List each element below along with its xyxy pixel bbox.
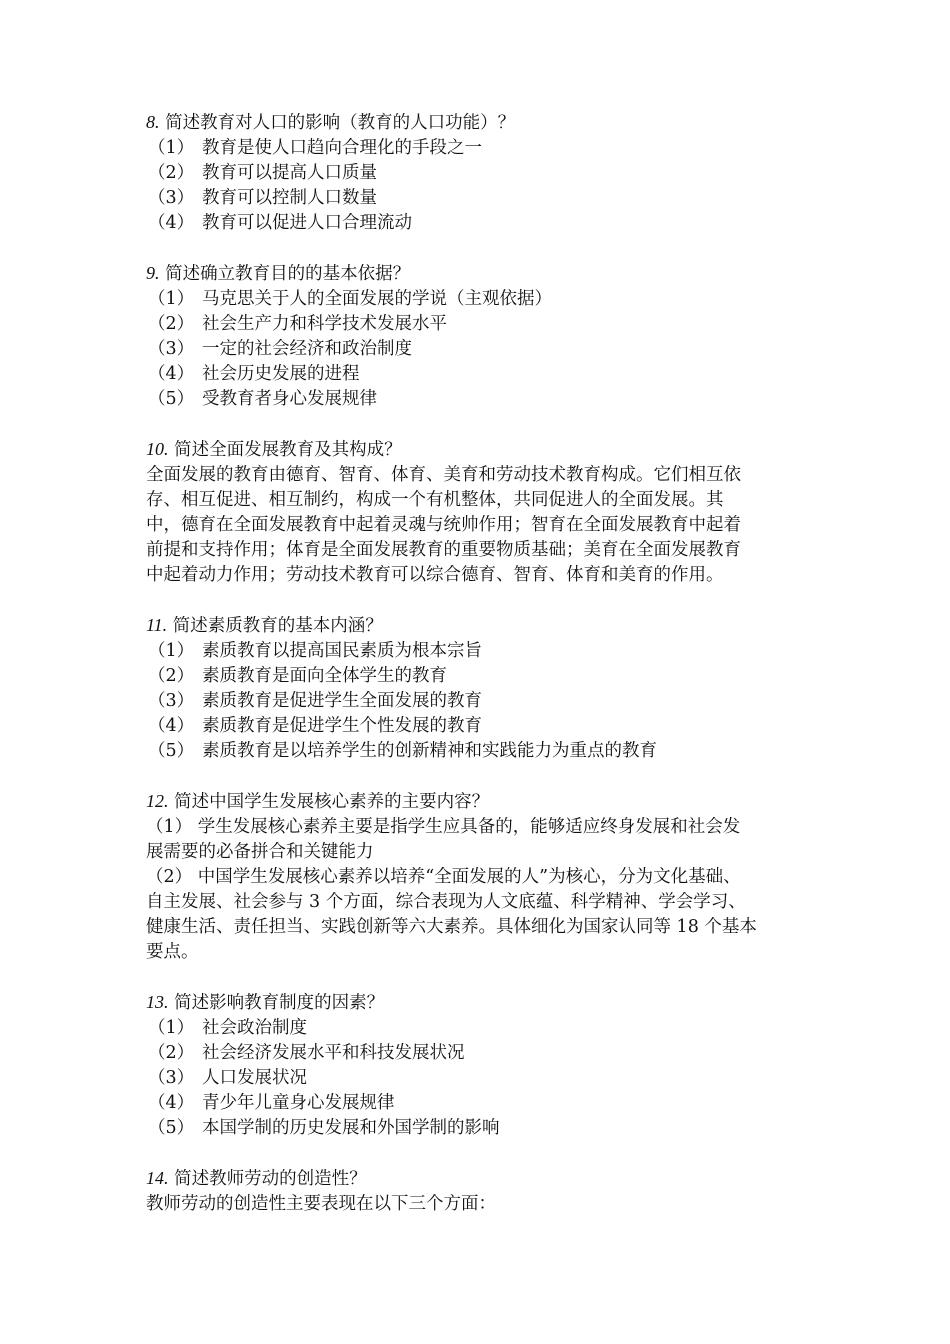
item-text: 一定的社会经济和政治制度	[202, 339, 412, 359]
item-marker: （1）	[148, 641, 195, 661]
item-text: 人口发展状况	[202, 1068, 307, 1088]
question-text: 简述素质教育的基本内涵？	[172, 616, 383, 636]
list-item	[146, 136, 814, 161]
question-13	[146, 990, 814, 1141]
item-text: 本国学制的历史发展和外国学制的影响	[202, 1118, 500, 1138]
question-number: 10.	[146, 439, 169, 459]
list-item	[146, 739, 814, 764]
item-text: 素质教育是促进学生个性发展的教育	[202, 716, 482, 736]
list-item	[146, 1016, 814, 1041]
list-item	[146, 1066, 814, 1091]
list-item	[146, 337, 814, 362]
paragraph-line: 全面发展的教育由德育、智育、体育、美育和劳动技术教育构成。它们相互依	[146, 465, 741, 485]
question-12	[146, 789, 814, 965]
question-number: 8.	[146, 112, 160, 132]
list-item	[146, 1091, 814, 1116]
question-9	[146, 261, 814, 412]
item-marker: （4）	[148, 1093, 195, 1113]
question-text: 简述教师劳动的创造性？	[174, 1169, 367, 1189]
question-text: 简述教育对人口的影响（教育的人口功能）？	[165, 113, 516, 133]
item-marker: （1）	[148, 138, 195, 158]
item-marker: （4）	[148, 716, 195, 736]
question-title	[146, 1166, 814, 1192]
item-marker: （5）	[148, 1118, 195, 1138]
paragraph-line: 存、相互促进、相互制约，构成一个有机整体，共同促进人的全面发展。其	[146, 490, 724, 510]
item-marker: （2）	[148, 314, 195, 334]
question-title	[146, 261, 814, 287]
item-text: 受教育者身心发展规律	[202, 389, 377, 409]
item-marker: （2）	[148, 163, 195, 183]
paragraph-line: 前提和支持作用；体育是全面发展教育的重要物质基础；美育在全面发展教育	[146, 540, 741, 560]
question-number: 11.	[146, 615, 168, 635]
item-text: 教育可以提高人口质量	[202, 163, 377, 183]
item-text: 素质教育是以培养学生的创新精神和实践能力为重点的教育	[202, 741, 657, 761]
item-text: 教育可以控制人口数量	[202, 188, 377, 208]
list-item	[146, 1041, 814, 1066]
question-title	[146, 437, 814, 463]
item-text: 青少年儿童身心发展规律	[202, 1093, 395, 1113]
list-item	[146, 387, 814, 412]
question-text: 简述影响教育制度的因素？	[174, 993, 385, 1013]
question-8	[146, 110, 814, 236]
item-marker: （2）	[148, 666, 195, 686]
list-item	[146, 287, 814, 312]
list-item	[146, 639, 814, 664]
item-marker: （4）	[148, 364, 195, 384]
document-page	[146, 110, 814, 1242]
item-text: 素质教育是促进学生全面发展的教育	[202, 691, 482, 711]
item-marker: （5）	[148, 389, 195, 409]
item-marker: （3）	[148, 188, 195, 208]
paragraph-line: 教师劳动的创造性主要表现在以下三个方面：	[146, 1194, 496, 1214]
list-item	[146, 211, 814, 236]
item-marker: （2）	[148, 1043, 195, 1063]
question-text: 简述确立教育目的的基本依据？	[165, 264, 411, 284]
item-marker: （3）	[148, 339, 195, 359]
list-item	[146, 312, 814, 337]
question-title	[146, 613, 814, 639]
question-title	[146, 110, 814, 136]
item-text: 教育可以促进人口合理流动	[202, 213, 412, 233]
item-marker: （1）	[148, 289, 195, 309]
list-item	[146, 714, 814, 739]
item-text: 素质教育以提高国民素质为根本宗旨	[202, 641, 482, 661]
paragraph-line: 健康生活、责任担当、实践创新等六大素养。具体细化为国家认同等 18 个基本	[146, 917, 757, 937]
question-10	[146, 437, 814, 588]
question-14	[146, 1166, 814, 1217]
item-text: 马克思关于人的全面发展的学说（主观依据）	[202, 289, 552, 309]
item-marker: （4）	[148, 213, 195, 233]
paragraph-line: （2） 中国学生发展核心素养以培养“全面发展的人”为核心，分为文化基础、	[146, 867, 741, 887]
item-text: 社会生产力和科学技术发展水平	[202, 314, 447, 334]
list-item	[146, 1116, 814, 1141]
list-item	[146, 186, 814, 211]
item-marker: （5）	[148, 741, 195, 761]
question-title	[146, 789, 814, 815]
paragraph-line: 中，德育在全面发展教育中起着灵魂与统帅作用；智育在全面发展教育中起着	[146, 515, 741, 535]
item-text: 社会历史发展的进程	[202, 364, 360, 384]
question-number: 9.	[146, 263, 160, 283]
item-marker: （1）	[148, 1018, 195, 1038]
question-number: 14.	[146, 1168, 169, 1188]
question-title	[146, 990, 814, 1016]
item-marker: （3）	[148, 1068, 195, 1088]
item-text: 社会政治制度	[202, 1018, 307, 1038]
list-item	[146, 161, 814, 186]
question-text: 简述全面发展教育及其构成？	[174, 440, 402, 460]
paragraph-line: （1） 学生发展核心素养主要是指学生应具备的，能够适应终身发展和社会发	[146, 817, 741, 837]
paragraph-line: 中起着动力作用；劳动技术教育可以综合德育、智育、体育和美育的作用。	[146, 565, 724, 585]
question-11	[146, 613, 814, 764]
item-text: 素质教育是面向全体学生的教育	[202, 666, 447, 686]
question-number: 13.	[146, 992, 169, 1012]
list-item	[146, 664, 814, 689]
list-item	[146, 689, 814, 714]
item-marker: （3）	[148, 691, 195, 711]
paragraph-line: 自主发展、社会参与 3 个方面，综合表现为人文底蕴、科学精神、学会学习、	[146, 892, 746, 912]
question-number: 12.	[146, 791, 169, 811]
item-text: 社会经济发展水平和科技发展状况	[202, 1043, 465, 1063]
list-item	[146, 362, 814, 387]
paragraph-line: 展需要的必备拼合和关键能力	[146, 842, 374, 862]
question-text: 简述中国学生发展核心素养的主要内容？	[174, 792, 490, 812]
paragraph-line: 要点。	[146, 942, 199, 962]
item-text: 教育是使人口趋向合理化的手段之一	[202, 138, 482, 158]
